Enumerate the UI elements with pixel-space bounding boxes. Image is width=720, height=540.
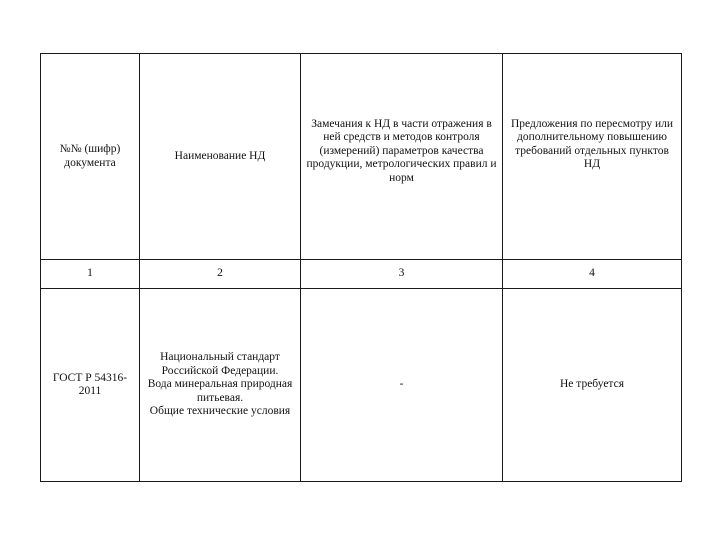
column-number-2: 2 <box>140 260 301 289</box>
nd-review-table <box>40 53 682 482</box>
row-proposals: Не требуется <box>503 289 682 482</box>
header-remarks: Замечания к НД в части отражения в ней средств и методов контроля (измерений) параметров качества продукции, метрологических правил и норм <box>301 54 503 260</box>
row-remarks: - <box>301 289 503 482</box>
table-row <box>41 289 682 482</box>
header-proposals: Предложения по пересмотру или дополнительному повышению требований отдельных пунктов НД <box>503 54 682 260</box>
header-nd-name: Наименование НД <box>140 54 301 260</box>
column-number-1: 1 <box>41 260 140 289</box>
table-header-row <box>41 54 682 260</box>
column-number-row <box>41 260 682 289</box>
column-number-4: 4 <box>503 260 682 289</box>
header-doc-code: №№ (шифр) документа <box>41 54 140 260</box>
row-nd-name: Национальный стандарт Российской Федерации. Вода минеральная природная питьевая. Общие технические условия <box>140 289 301 482</box>
column-number-3: 3 <box>301 260 503 289</box>
row-doc-code: ГОСТ Р 54316- 2011 <box>41 289 140 482</box>
